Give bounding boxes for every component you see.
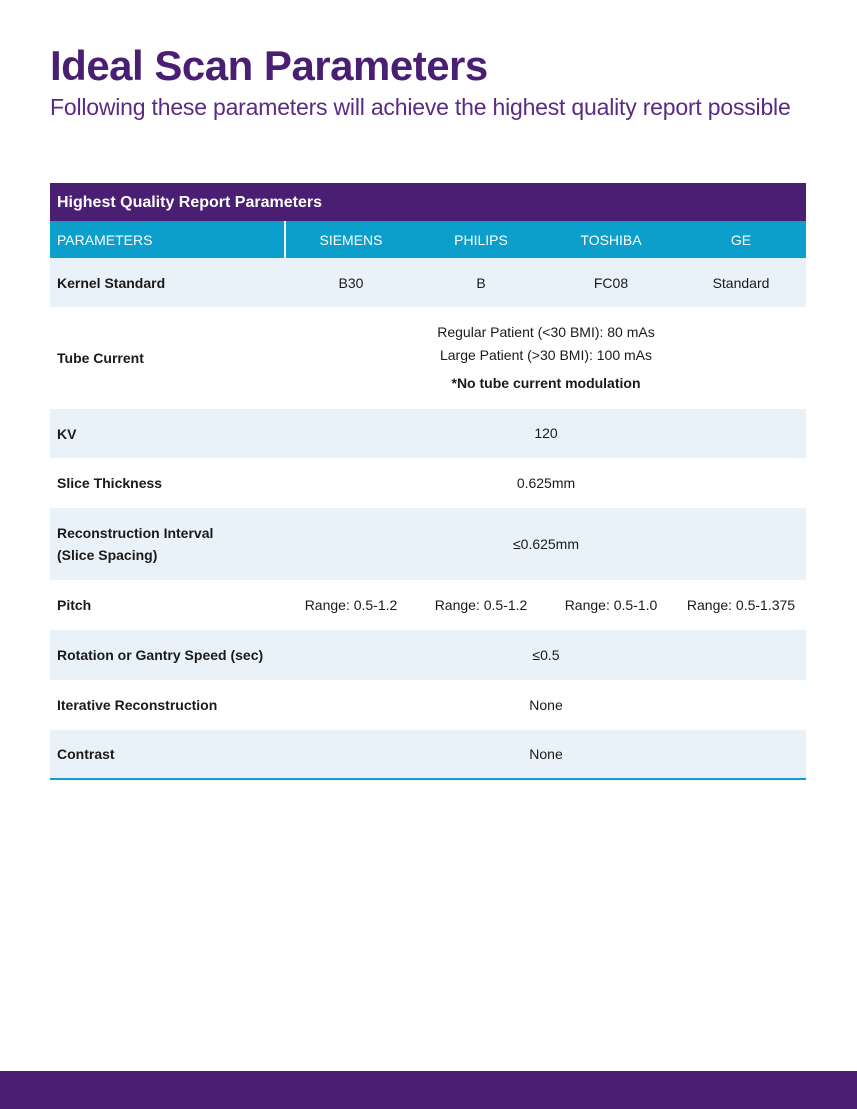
- kernel-siemens: B30: [338, 274, 364, 291]
- pitch-philips: Range: 0.5-1.2: [434, 597, 528, 613]
- row-label: Iterative Reconstruction: [57, 697, 218, 713]
- row-reconstruction-interval: [50, 508, 806, 580]
- row-kv: [50, 409, 806, 458]
- tube-current-regular: Regular Patient (<30 BMI): 80 mAs: [437, 324, 655, 340]
- footer-bar: [0, 1071, 857, 1109]
- parameters-table: [50, 183, 806, 780]
- kernel-toshiba: FC08: [593, 274, 629, 291]
- table-title: Highest Quality Report Parameters: [50, 183, 806, 221]
- iterative-value: None: [529, 696, 563, 713]
- row-contrast: [50, 730, 806, 778]
- header-siemens: SIEMENS: [319, 231, 383, 248]
- header-philips: PHILIPS: [454, 231, 508, 248]
- row-label: Slice Thickness: [57, 475, 163, 491]
- row-rotation-speed: [50, 630, 806, 680]
- row-tube-current: [50, 307, 806, 409]
- page-title: Ideal Scan Parameters: [50, 42, 488, 89]
- recon-interval-value: ≤0.625mm: [512, 535, 580, 552]
- rotation-value: ≤0.5: [532, 646, 560, 663]
- row-label: KV: [57, 425, 77, 442]
- row-label: [50, 522, 286, 566]
- row-label: Kernel Standard: [57, 274, 166, 291]
- slice-thickness-value: 0.625mm: [516, 474, 576, 491]
- row-pitch: [50, 580, 806, 630]
- pitch-siemens: Range: 0.5-1.2: [304, 597, 398, 613]
- kernel-ge: Standard: [712, 274, 770, 291]
- contrast-value: None: [529, 745, 563, 762]
- row-kernel-standard: [50, 258, 806, 307]
- pitch-ge: Range: 0.5-1.375: [686, 597, 796, 613]
- header-parameters: PARAMETERS: [50, 221, 286, 258]
- header-ge: GE: [730, 231, 752, 248]
- table-header-row: [50, 221, 806, 258]
- tube-current-large: Large Patient (>30 BMI): 100 mAs: [439, 347, 653, 363]
- row-label: Pitch: [57, 597, 92, 613]
- tube-current-note: *No tube current modulation: [451, 375, 641, 391]
- kernel-philips: B: [476, 274, 486, 291]
- kv-value: 120: [534, 425, 558, 441]
- header-toshiba: TOSHIBA: [580, 231, 642, 248]
- recon-label-line1: Reconstruction Interval: [57, 525, 214, 541]
- tube-current-value: [286, 321, 806, 395]
- row-label: Rotation or Gantry Speed (sec): [57, 647, 264, 663]
- row-iterative-reconstruction: [50, 680, 806, 730]
- row-label: Tube Current: [57, 350, 144, 366]
- recon-label-line2: (Slice Spacing): [57, 547, 158, 563]
- page-subtitle: Following these parameters will achieve the highest quality report possible: [50, 94, 791, 120]
- table-bottom-rule: [50, 778, 806, 780]
- row-label: Contrast: [57, 746, 115, 762]
- pitch-toshiba: Range: 0.5-1.0: [564, 597, 658, 613]
- row-slice-thickness: [50, 458, 806, 508]
